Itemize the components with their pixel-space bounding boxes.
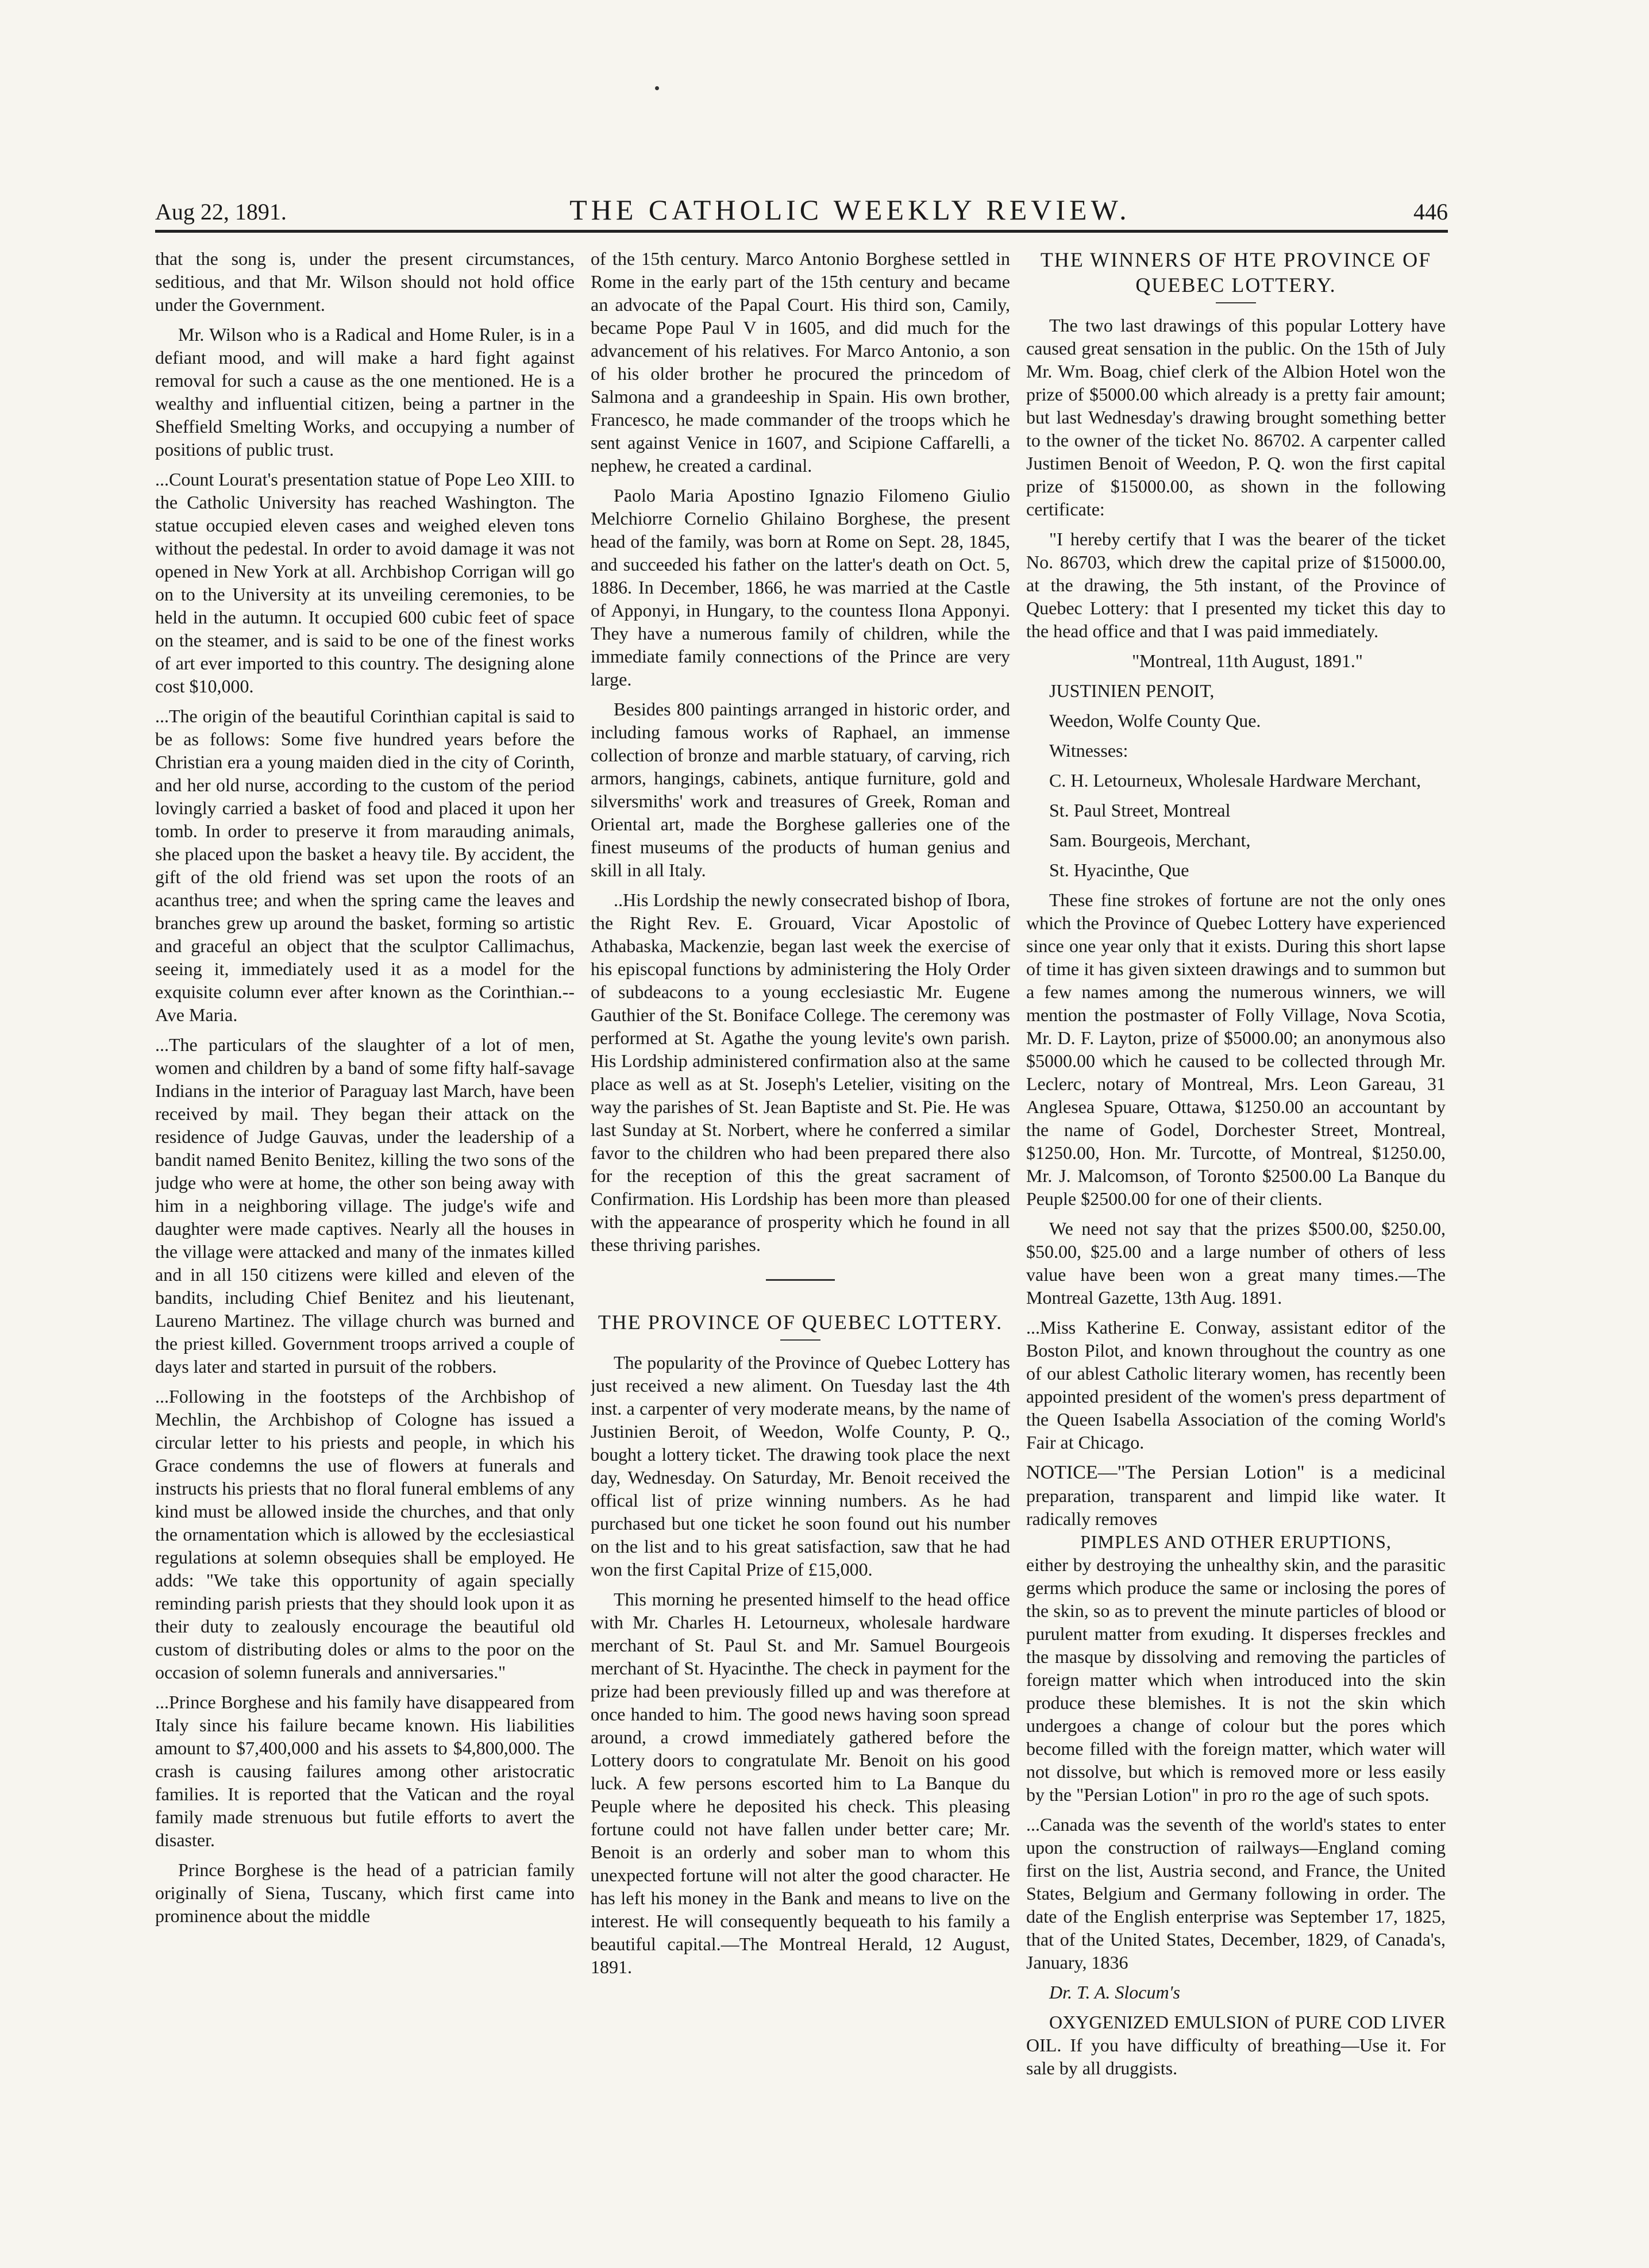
- notice-text: medicinal preparation, transparent and limpid like water. It radically removes: [1026, 1462, 1446, 1529]
- paragraph: We need not say that the prizes $500.00, $250.00, $50.00, $25.00 and a large number of others of less value have been won a great many times.—The Montreal Gazette, 13th Aug. 1891.: [1026, 1218, 1446, 1308]
- advertisement-text: OXYGENIZED EMULSION of PURE COD LIVER OIL. If you have difficulty of breathing—Use it. For sale by all druggists.: [1026, 2012, 1446, 2078]
- column-1: [155, 247, 575, 2224]
- paragraph: ...Prince Borghese and his family have disappeared from Italy since his failure became known. His liabilities amount to $7,400,000 and his assets to $4,800,000. The crash is causing failures among other aristocratic families. It is reported that the Vatican and the royal family made strenuous but futile efforts to avert the disaster.: [155, 1692, 575, 1850]
- issue-date: Aug 22, 1891.: [155, 199, 287, 225]
- title-rule: [1216, 302, 1256, 303]
- columns: [155, 247, 1448, 2224]
- paragraph: The popularity of the Province of Quebec Lottery has just received a new aliment. On Tuesday last the 4th inst. a carpenter of very moderate means, by the name of Justinien Beroit, of Weedon, Wolfe County, P. Q., bought a lottery ticket. The drawing took place the next day, Wednesday. On Saturday, Mr. Benoit received the offical list of prize winning numbers. As he had purchased but one ticket he soon found out his number on the list and to his great satisfaction, saw that he had won the first Capital Prize of £15,000.: [591, 1352, 1010, 1580]
- article-title: THE PROVINCE OF QUEBEC LOTTERY.: [598, 1311, 1003, 1334]
- title-rule: [780, 1339, 820, 1341]
- section-divider: [766, 1279, 835, 1281]
- page-number: 446: [1413, 199, 1448, 225]
- paragraph: ...The origin of the beautiful Corinthian capital is said to be as follows: Some five hundred years before the Christian era a young maiden died in the city of Corinth, and her old nurse, according to the custom of the period lovingly carried a basket of food and placed it upon her tomb. In order to preserve it from marauding animals, she placed upon the basket a heavy tile. By accident, the gift of the old friend was set upon the roots of an acanthus tree; and when the spring came the leaves and branches grew up around the basket, forming so artistic and graceful an object that the sculptor Callimachus, seeing it, immediately used it as a model for the exquisite column ever after known as the Corinthian.--Ave Maria.: [155, 706, 575, 1025]
- paragraph: The two last drawings of this popular Lottery have caused great sensation in the public. On the 15th of July Mr. Wm. Boag, chief clerk of the Albion Hotel won the prize of $5000.00 which already is a pretty fair amount; but last Wednesday's drawing brought something better to the owner of the ticket No. 86702. A carpenter called Justimen Benoit of Weedon, P. Q. won the first capital prize of $15000.00, as shown in the following certificate:: [1026, 315, 1446, 519]
- paragraph: ...Following in the footsteps of the Archbishop of Mechlin, the Archbishop of Cologne has issued a circular letter to his priests and people, in which his Grace condemns the use of flowers at funerals and instructs his priests that no floral funeral emblems of any kind must be allowed inside the churches, and that only the ornamentation which is allowed by the ecclesiastical regulations at solemn obsequies shall be employed. He adds: "We take this opportunity of again specially reminding parish priests that they should look upon it as their duty to zealously encourage the beautiful old custom of distributing doles or alms to the poor on the occasion of solemn funerals and anniversaries.": [155, 1386, 575, 1682]
- paragraph: Besides 800 paintings arranged in historic order, and including famous works of Raphael, an immense collection of bronze and marble statuary, of carving, rich armors, hangings, cabinets, antique furniture, gold and silversmiths' work and treasures of Greek, Roman and Oriental art, made the Borghese galleries one of the finest museums of the products of human genius and skill in all Italy.: [591, 699, 1010, 880]
- paragraph: ...Canada was the seventh of the world's states to enter upon the construction of railways—England coming first on the list, Austria second, and France, the United States, Belgium and Germany following in order. The date of the English enterprise was September 17, 1825, that of the United States, December, 1829, of Canada's, January, 1836: [1026, 1814, 1446, 1973]
- notice-heading: NOTICE—"The Persian Lotion" is a: [1026, 1462, 1358, 1483]
- column-2: [591, 247, 1010, 2224]
- article-title: THE WINNERS OF HTE PROVINCE OF QUEBEC LOTTERY.: [1040, 248, 1432, 297]
- certificate-text: "I hereby certify that I was the bearer of the ticket No. 86703, which drew the capital prize of $15000.00, at the drawing, the 5th instant, of the Province of Quebec Lottery: that I presented my ticket this day to the head office and that I was paid immediately.: [1026, 529, 1446, 641]
- witness-address: St. Paul Street, Montreal: [1049, 800, 1231, 821]
- paragraph: of the 15th century. Marco Antonio Borghese settled in Rome in the early part of the 15th century and became an advocate of the Papal Court. His third son, Camily, became Pope Paul V in 1605, and did much for the advancement of his relatives. For Marco Antonio, a son of his older brother he procured the princedom of Salmona and a grandeeship in Spain. His own brother, Francesco, he made commander of the troops which he sent against Venice in 1607, and Scipione Caffarelli, a nephew, he created a cardinal.: [591, 248, 1010, 476]
- notice-paragraph: [1026, 1461, 1446, 1530]
- witnesses-label: Witnesses:: [1049, 740, 1128, 761]
- page-header: [155, 190, 1448, 233]
- paragraph: ...Count Lourat's presentation statue of Pope Leo XIII. to the Catholic University has reached Washington. The statue occupied eleven cases and weighed eleven tons without the pedestal. In order to avoid damage it was not opened in New York at all. Archbishop Corrigan will go on to the University at its unveiling ceremonies, to be held in the autumn. It occupied 600 cubic feet of space on the steamer, and is said to be one of the finest works of art ever imported to this country. The designing alone cost $10,000.: [155, 469, 575, 696]
- certificate-date: "Montreal, 11th August, 1891.": [1132, 650, 1363, 671]
- notice-caps: PIMPLES AND OTHER ERUPTIONS,: [1080, 1531, 1392, 1552]
- witness-name: Sam. Bourgeois, Merchant,: [1049, 830, 1251, 850]
- signer-place: Weedon, Wolfe County Que.: [1049, 710, 1261, 731]
- paragraph: ...The particulars of the slaughter of a lot of men, women and children by a band of some fifty half-savage Indians in the interior of Paraguay last March, have been received by mail. They began their attack on the residence of Judge Gauvas, under the leadership of a bandit named Benito Benitez, killing the two sons of the judge who were at home, the other son being away with him in a neighboring village. The judge's wife and daughter were made captives. Nearly all the houses in the village were attacked and many of the inmates killed and in all 150 citizens were killed and eleven of the bandits, including Chief Benitez and his lieutenant, Laureno Martinez. The village church was burned and the priest killed. Government troops arrived a couple of days later and started in pursuit of the robbers.: [155, 1034, 575, 1377]
- newspaper-title: THE CATHOLIC WEEKLY REVIEW.: [569, 194, 1131, 226]
- paragraph: Mr. Wilson who is a Radical and Home Ruler, is in a defiant mood, and will make a hard fight against removal for such a cause as the one mentioned. He is a wealthy and influential citizen, being a partner in the Sheffield Smelting Works, and occupying a number of positions of public trust.: [155, 324, 575, 460]
- print-speck: [655, 86, 659, 90]
- advertisement-signature: Dr. T. A. Slocum's: [1049, 1982, 1180, 2003]
- paragraph: Prince Borghese is the head of a patrician family originally of Siena, Tuscany, which first came into prominence about the middle: [155, 1859, 575, 1926]
- witness-address: St. Hyacinthe, Que: [1049, 860, 1189, 880]
- witness-name: C. H. Letourneux, Wholesale Hardware Merchant,: [1049, 770, 1421, 791]
- column-3: [1026, 247, 1446, 2224]
- paragraph: ...Miss Katherine E. Conway, assistant editor of the Boston Pilot, and known throughout the country as one of our ablest Catholic literary women, has recently been appointed president of the women's press department of the Queen Isabella Association of the coming World's Fair at Chicago.: [1026, 1317, 1446, 1453]
- paragraph: that the song is, under the present circumstances, seditious, and that Mr. Wilson should not hold office under the Government.: [155, 248, 575, 315]
- paragraph: Paolo Maria Apostino Ignazio Filomeno Giulio Melchiorre Cornelio Ghilaino Borghese, the present head of the family, was born at Rome on Sept. 28, 1845, and succeeded his father on the latter's death on Oct. 5, 1886. In December, 1866, he was married at the Castle of Apponyi, in Hungary, to the countess Ilona Apponyi. They have a numerous family of children, while the immediate family connections of the Prince are very large.: [591, 485, 1010, 690]
- signer-name: JUSTINIEN PENOIT,: [1049, 680, 1215, 701]
- paragraph: ..His Lordship the newly consecrated bishop of Ibora, the Right Rev. E. Grouard, Vicar Apostolic of Athabaska, Mackenzie, began last week the exercise of his episcopal functions by administering the Holy Order of subdeacons to a young ecclesiastic Mr. Eugene Gauthier of the St. Boniface College. The ceremony was performed at St. Agathe the young levite's own parish. His Lordship administered confirmation also at the same place as well as at St. Joseph's Letelier, visiting on the way the parishes of St. Jean Baptiste and St. Pie. He was last Sunday at St. Norbert, where he conferred a similar favor to the children who had been prepared there also for the reception of this the great sacrament of Confirmation. His Lordship has been more than pleased with the appearance of prosperity which he found in all these thriving parishes.: [591, 890, 1010, 1255]
- paragraph: This morning he presented himself to the head office with Mr. Charles H. Letourneux, wholesale hardware merchant of St. Paul St. and Mr. Samuel Bourgeois merchant of St. Hyacinthe. The check in payment for the prize had been previously filled up and was therefore at once handed to him. The good news having soon spread around, a crowd immediately gathered before the Lottery doors to congratulate Mr. Benoit on his good luck. A few persons escorted him to La Banque du Peuple where he deposited his check. This pleasing fortune could not have fallen under better care; Mr. Benoit is an orderly and sober man to whom this unexpected fortune will not alter the good character. He has left his money in the Bank and means to live on the interest. He will consequently bequeath to his family a beautiful capital.—The Montreal Herald, 12 August, 1891.: [591, 1589, 1010, 1977]
- notice-text: either by destroying the unhealthy skin, and the parasitic germs which produce the same or inclosing the pores of the skin, so as to prevent the minute particles of blood or purulent matter from exuding. It disperses freckles and the masque by dissolving and removing the particles of foreign matter which when introduced into the skin produce these blemishes. It is not the skin which undergoes a change of colour but the pores which become filled with the foreign matter, which water will not dissolve, but which is removed more or less easily by the "Persian Lotion" in pro ro the age of such spots.: [1026, 1554, 1446, 1805]
- paragraph: These fine strokes of fortune are not the only ones which the Province of Quebec Lottery have experienced since one year only that it exists. During this short lapse of time it has given sixteen drawings and to summon but a few names among the numerous winners, we will mention the postmaster of Folly Village, Nova Scotia, Mr. D. F. Layton, prize of $5000.00; an anonymous also $5000.00 which he caused to be collected through Mr. Leclerc, notary of Montreal, Mrs. Leon Gareau, 31 Anglesea Spuare, Ottawa, $1250.00 an accountant by the name of Godel, Dorchester Street, Montreal, $1250.00, Hon. Mr. Turcotte, of Montreal, $1250.00, Mr. J. Malcomson, of Toronto $2500.00 La Banque du Peuple $2500.00 for one of their clients.: [1026, 890, 1446, 1209]
